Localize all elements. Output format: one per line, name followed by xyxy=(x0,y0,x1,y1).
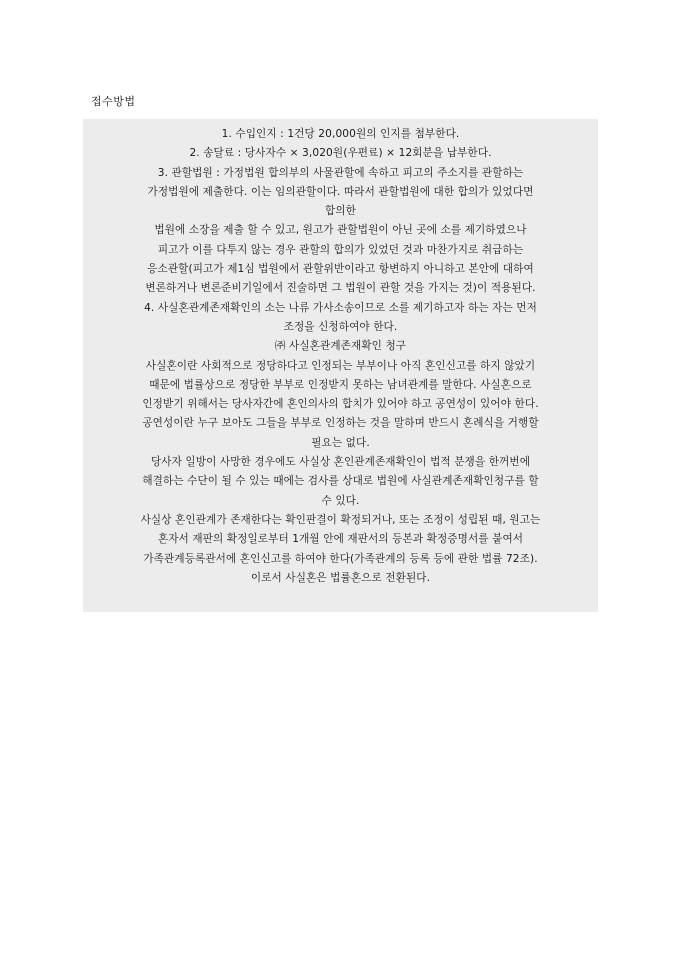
text-line: ㈜ 사실혼관계존재확인 청구 xyxy=(274,340,407,353)
content-box xyxy=(83,119,598,612)
text-line: 변론하거나 변론준비기일에서 진술하면 그 법원이 관할 것을 가지는 것)이 적용된다. xyxy=(145,282,536,295)
text-line: 해결하는 수단이 될 수 있는 때에는 검사를 상대로 법원에 사실관계존재확인청구를 할 xyxy=(142,475,539,488)
section-heading: 접수방법 xyxy=(91,95,136,108)
text-line: 합의한 xyxy=(324,205,356,218)
text-line: 때문에 법률상으로 정당한 부부로 인정받지 못하는 남녀관계를 말한다. 사실혼으로 xyxy=(149,378,532,391)
text-line: 공연성이란 누구 보아도 그들을 부부로 인정하는 것을 말하며 반드시 혼례식을 거행할 xyxy=(142,417,539,430)
text-line: 1. 수입인지 : 1건당 20,000원의 인지를 첨부한다. xyxy=(221,128,460,140)
text-line: 사실상 혼인관계가 존재한다는 확인판결이 확정되거나, 또는 조정이 성립된 때, 원고는 xyxy=(140,513,541,526)
text-line: 이로서 사실혼은 법률혼으로 전환된다. xyxy=(250,571,431,584)
text-line: 가족관계등록관서에 혼인신고를 하여야 한다(가족관계의 등록 등에 관한 법률 72조). xyxy=(143,552,538,565)
text-line: 수 있다. xyxy=(321,494,360,507)
text-line: 2. 송달료 : 당사자수 × 3,020원(우편료) × 12회분을 납부한다. xyxy=(189,147,492,160)
text-line: 법원에 소장을 제출 할 수 있고, 원고가 관할법원이 아닌 곳에 소를 제기하였으나 xyxy=(154,224,527,237)
text-line: 응소관할(피고가 제1심 법원에서 관할위반이라고 항변하지 아니하고 본안에 대하여 xyxy=(147,263,534,276)
text-line: 인정받기 위해서는 당사자간에 혼인의사의 합치가 있어야 하고 공연성이 있어야 한다. xyxy=(142,398,539,411)
text-line: 혼자서 재판의 확정일로부터 1개월 안에 재판서의 등본과 확정증명서를 붙여서 xyxy=(157,533,524,546)
text-line: 사실혼이란 사회적으로 정당하다고 인정되는 부부이나 아직 혼인신고를 하지 않았기 xyxy=(145,359,536,372)
text-line: 피고가 이를 다투지 않는 경우 관할의 합의가 있었던 것과 마찬가지로 취급하는 xyxy=(157,243,524,256)
text-line: 가정법원에 제출한다. 이는 임의관할이다. 따라서 관할법원에 대한 합의가 있었다면 xyxy=(147,185,534,198)
text-line: 4. 사실혼관계존재확인의 소는 나류 가사소송이므로 소를 제기하고자 하는 자는 먼저 xyxy=(144,301,537,314)
text-line: 당사자 일방이 사망한 경우에도 사실상 혼인관계존재확인이 법적 분쟁을 한꺼번에 xyxy=(150,456,531,469)
text-line: 조정을 신청하여야 한다. xyxy=(283,320,398,333)
text-line: 3. 관할법원 : 가정법원 합의부의 사물관할에 속하고 피고의 주소지를 관할하는 xyxy=(157,166,524,179)
text-line: 필요는 없다. xyxy=(311,436,370,449)
